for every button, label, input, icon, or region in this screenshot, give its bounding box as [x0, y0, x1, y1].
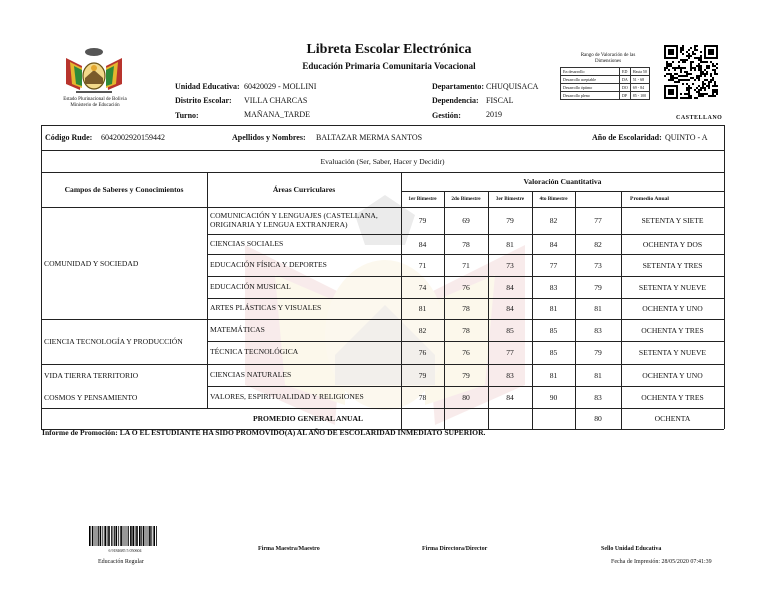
bim3-header: 3er Bimestre: [495, 196, 525, 202]
grade-b4: 77: [549, 260, 558, 270]
area-label: ARTES PLÁSTICAS Y VISUALES: [210, 303, 322, 313]
grades-table: [41, 125, 724, 429]
grade-b1: 71: [418, 260, 427, 270]
grade-literal: OCHENTA Y TRES: [641, 325, 704, 335]
language-label: CASTELLANO: [676, 115, 723, 121]
grade-literal: OCHENTA Y UNO: [642, 370, 703, 380]
grade-average: 81: [594, 370, 602, 380]
year-label: Año de Escolaridad:: [592, 133, 662, 142]
grade-b3: 79: [506, 216, 514, 225]
grade-average: 79: [594, 348, 602, 357]
grade-literal: OCHENTA Y DOS: [642, 239, 703, 249]
range-cell: Desarrollo óptimo: [561, 84, 620, 92]
range-cell: 51 - 68: [630, 76, 649, 84]
departamento-value: CHUQUISACA: [486, 82, 539, 91]
grade-b2: 78: [462, 239, 470, 249]
area-label: COMUNICACIÓN Y LENGUAJES (CASTELLANA, ORIGINARIA Y LENGUA EXTRANJERA): [210, 211, 378, 229]
range-cell: Desarrollo aceptable: [561, 76, 620, 84]
range-cell: DA: [620, 76, 631, 84]
grade-b1: 79: [418, 216, 427, 225]
student-name-value: BALTAZAR MERMA SANTOS: [316, 133, 423, 142]
area-label: TÉCNICA TECNOLÓGICA: [210, 347, 299, 357]
area-label: EDUCACIÓN MUSICAL: [210, 281, 291, 291]
student-name-label: Apellidos y Nombres:: [232, 133, 306, 142]
grade-average: 73: [594, 260, 602, 270]
grade-b1: 81: [418, 304, 427, 313]
grade-b1: 74: [418, 282, 427, 292]
range-cell: En desarrollo: [561, 68, 620, 76]
areas-header: Áreas Curriculares: [272, 185, 336, 194]
print-date: Fecha de Impresión: 28/05/2020 07:41:39: [611, 559, 712, 565]
unidad-label: Unidad Educativa:: [175, 82, 240, 91]
campos-header: Campos de Saberes y Conocimientos: [64, 185, 184, 194]
grade-b2: 76: [462, 348, 470, 357]
grade-b4: 84: [549, 239, 558, 249]
year-value: QUINTO - A: [665, 133, 708, 142]
bolivia-crest-icon: [58, 44, 130, 98]
grade-b1: 78: [418, 392, 427, 402]
gestion-value: 2019: [486, 110, 502, 119]
campo-label: COMUNIDAD Y SOCIEDAD: [44, 258, 139, 268]
range-title-line-1: Rango de Valoración de las: [580, 53, 636, 58]
state-name: [40, 97, 150, 109]
qr-code-icon: [664, 45, 718, 99]
grade-b4: 85: [549, 325, 558, 335]
valoracion-header: Valoración Cuantitativa: [523, 177, 602, 186]
grade-b2: 76: [462, 282, 470, 292]
gestion-label: Gestión:: [432, 111, 461, 120]
grade-b4: 83: [549, 282, 558, 292]
departamento-label: Departamento:: [432, 82, 484, 91]
grade-b2: 80: [462, 392, 470, 402]
grade-b2: 69: [462, 216, 470, 225]
grade-average: 81: [594, 304, 602, 313]
grade-literal: SETENTA Y TRES: [642, 260, 703, 270]
table-border: [41, 125, 724, 126]
grade-b4: 81: [549, 370, 558, 380]
range-cell: Hasta 50: [630, 68, 649, 76]
grade-average: 77: [594, 216, 602, 225]
grade-average: 83: [594, 392, 602, 402]
grade-b3: 85: [506, 325, 514, 335]
evaluation-header: Evaluación (Ser, Saber, Hacer y Decidir): [320, 156, 445, 166]
grade-b4: 82: [549, 216, 558, 225]
turno-label: Turno:: [175, 111, 199, 120]
grade-literal: SETENTA Y NUEVE: [638, 282, 707, 292]
grade-literal: SETENTA Y NUEVE: [638, 348, 707, 357]
grade-literal: SETENTA Y SIETE: [641, 216, 704, 225]
grade-b3: 81: [506, 239, 514, 249]
distrito-label: Distrito Escolar:: [175, 96, 232, 105]
area-label: VALORES, ESPIRITUALIDAD Y RELIGIONES: [210, 391, 364, 401]
promedio-header: Promedio Anual: [630, 196, 669, 202]
education-type: Educación Regular: [98, 559, 144, 565]
grade-b2: 79: [462, 370, 470, 380]
promotion-text: LA O EL ESTUDIANTE HA SIDO PROMOVIDO(A) AL AÑO DE ESCOLARIDAD INMEDIATO SUPERIOR.: [119, 428, 486, 437]
grade-literal: OCHENTA Y UNO: [642, 304, 703, 313]
range-cell: 69 - 84: [630, 84, 649, 92]
range-cell: Desarrollo pleno: [561, 92, 620, 100]
barcode-text: 6 9184685 5 050604: [108, 548, 142, 553]
grade-average: 83: [594, 325, 602, 335]
grade-b2: 71: [462, 260, 470, 270]
sello-unidad: Sello Unidad Educativa: [601, 546, 662, 552]
range-row: [561, 84, 650, 92]
campo-label: VIDA TIERRA TERRITORIO: [44, 370, 139, 380]
distrito-value: VILLA CHARCAS: [244, 96, 308, 105]
grade-b3: 77: [506, 348, 514, 357]
range-title-line-2: Dimensiones: [594, 59, 622, 64]
grade-b1: 82: [418, 325, 427, 335]
grade-b3: 73: [506, 260, 514, 270]
grade-average: 79: [594, 282, 602, 292]
dependencia-label: Dependencia:: [432, 96, 479, 105]
dependencia-value: FISCAL: [486, 96, 514, 105]
state-line-2: Ministerio de Educación: [70, 103, 120, 108]
grade-b4: 81: [549, 304, 558, 313]
rude-value: 6042002920159442: [101, 133, 165, 142]
general-average-value: 80: [594, 414, 602, 423]
area-label: MATEMÁTICAS: [210, 324, 265, 334]
range-table: [560, 67, 650, 100]
grade-literal: OCHENTA Y TRES: [641, 392, 704, 402]
range-row: [561, 76, 650, 84]
unidad-value: 60420029 - MOLLINI: [244, 82, 317, 91]
bim4-header: 4to Bimestre: [539, 196, 568, 202]
range-cell: 85 - 100: [630, 92, 649, 100]
grade-b1: 84: [418, 239, 427, 249]
area-label: CIENCIAS SOCIALES: [210, 238, 284, 248]
promotion-report: [42, 428, 485, 437]
campo-label: CIENCIA TECNOLOGÍA Y PRODUCCIÓN: [44, 337, 183, 346]
state-line-1: Estado Plurinacional de Bolivia: [63, 97, 127, 102]
range-cell: ED: [620, 68, 631, 76]
grade-b2: 78: [462, 304, 470, 313]
grade-b1: 79: [418, 370, 427, 380]
page-title: Libreta Escolar Electrónica: [306, 42, 472, 57]
general-average-label: PROMEDIO GENERAL ANUAL: [252, 414, 364, 423]
area-label: CIENCIAS NATURALES: [210, 369, 292, 379]
area-label: EDUCACIÓN FÍSICA Y DEPORTES: [210, 259, 327, 269]
grade-b3: 84: [506, 282, 514, 292]
grade-average: 82: [594, 239, 602, 249]
grade-b2: 78: [462, 325, 470, 335]
turno-value: MAÑANA_TARDE: [244, 110, 311, 119]
bim1-header: 1er Bimestre: [408, 196, 437, 202]
range-cell: DP: [620, 92, 631, 100]
grade-b4: 85: [549, 348, 558, 357]
promotion-label: Informe de Promoción:: [42, 428, 118, 437]
grade-b3: 83: [506, 370, 514, 380]
range-title: [560, 53, 656, 65]
rude-label: Código Rude:: [45, 133, 93, 142]
grade-b4: 90: [549, 392, 558, 402]
grade-b1: 76: [418, 348, 427, 357]
table-border: [724, 125, 725, 429]
general-average-literal: OCHENTA: [654, 414, 691, 423]
bim2-header: 2do Bimestre: [451, 196, 481, 202]
campo-label: COSMOS Y PENSAMIENTO: [44, 392, 138, 402]
firma-directora: Firma Directora/Director: [422, 546, 488, 552]
range-row: [561, 92, 650, 100]
page-subtitle: Educación Primaria Comunitaria Vocacional: [302, 61, 476, 71]
range-cell: DO: [620, 84, 631, 92]
grade-b3: 84: [506, 392, 514, 402]
range-row: [561, 68, 650, 76]
grade-b3: 84: [506, 304, 514, 313]
firma-maestra: Firma Maestra/Maestro: [258, 546, 320, 552]
